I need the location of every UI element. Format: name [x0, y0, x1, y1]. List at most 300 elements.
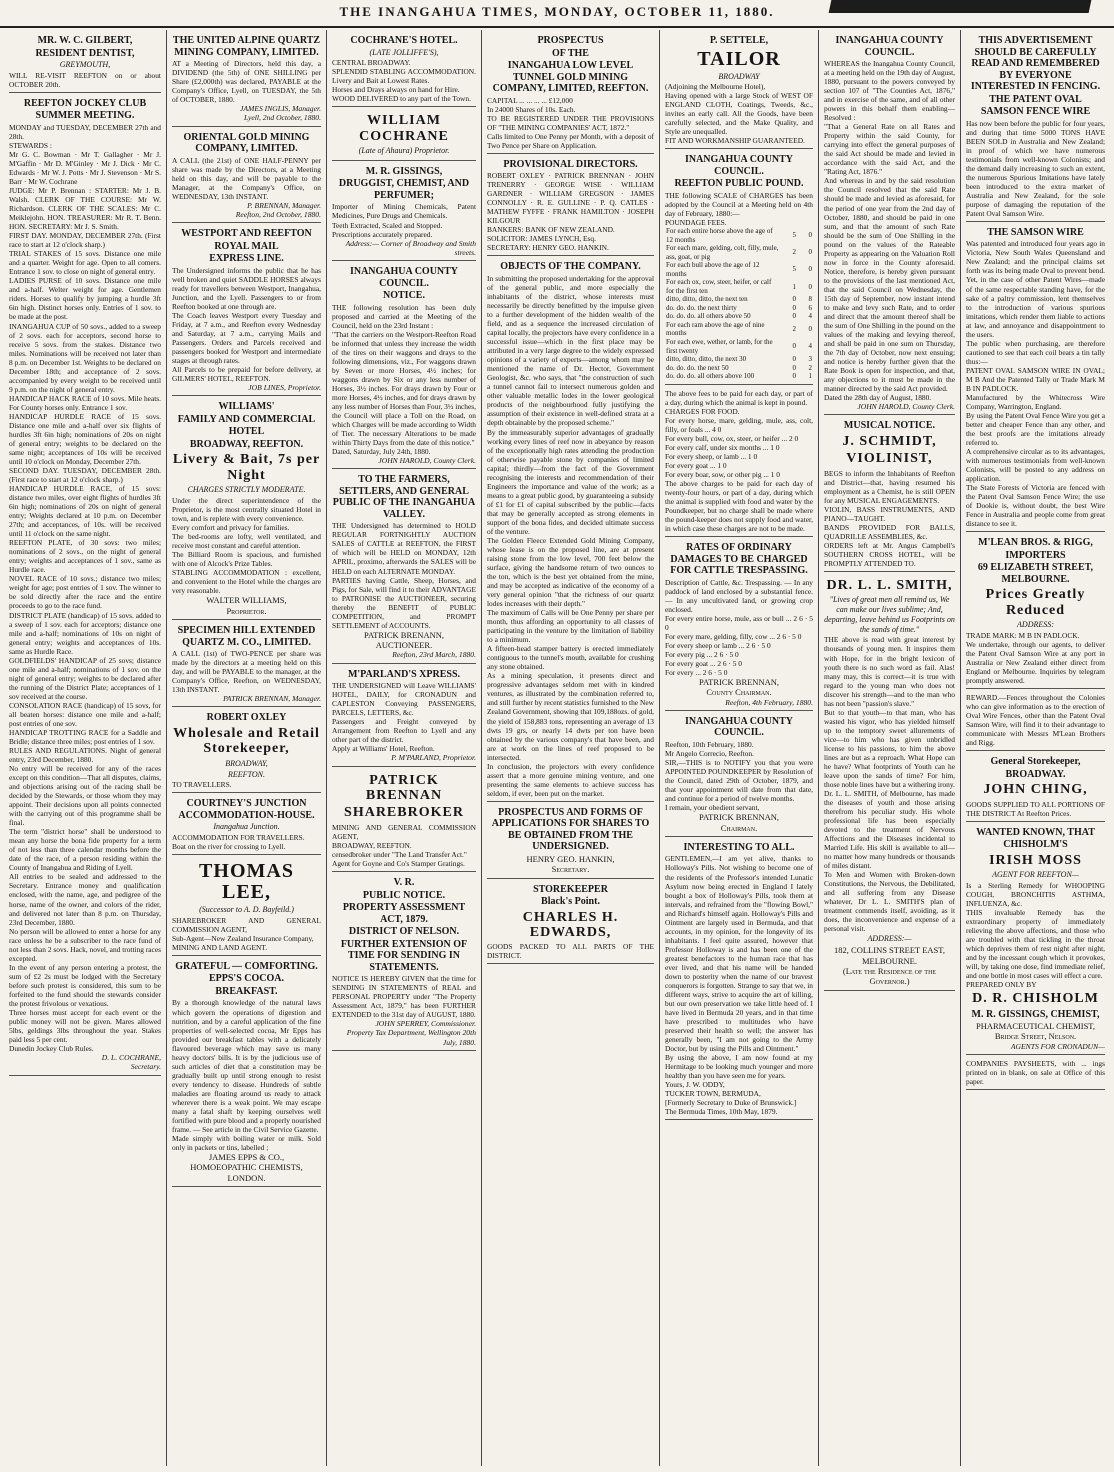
ad-paragraph: The term "district horse" shall be understood to mean any horse the bona fide property for a term of not less than three calendar months before the date of the race, of a person residing within the County of Inangahua and Riding of Lyell. [9, 827, 161, 873]
ad-paragraph: DISTRICT PLATE (handicap) of 15 sovs. added to a sweep of 1 sov. each for acceptors; distance one mile and a-half; nominations of 10s on night of general entry; weights and acceptances of 10s. same as Hurdle Race. [9, 610, 161, 656]
ad-paragraph: Has now been before the public for four years, and during that time 5000 TONS HAVE BEEN SOLD in Australia and New Zealand; in proof of which we have numerous testimonials from well-known Colonists; and the demand daily increasing to such an extent, the numerous Spurious Imitations have lately been introduced to the extra market of Australia and New Zealand, for the sole purpose of damaging the reputation of the Patent Oval Samson Wire. [966, 118, 1105, 218]
ad-heading: BREAKFAST. [215, 985, 278, 997]
table-cell: 4 [808, 312, 812, 321]
ad-heading: Wholesale and Retail Storekeeper, [173, 725, 320, 757]
ad-paragraph: The Undersigned informs the public that he has well broken and quiet SADDLE HORSES always ready for travellers between Westport, Inangahua, Junction, and the Lyell. Passengers to or from Reefton booked at one through are. [172, 265, 321, 311]
table-cell: 0 [792, 372, 796, 381]
ad-paragraph: BANDS PROVIDED FOR BALLS, QUADRILLE ASSEMBLIES, &c. [824, 522, 955, 541]
ad-paragraph: For every pig ... 2 6 · 5 0 [665, 649, 739, 659]
ad-heading: ORIENTAL GOLD MINING COMPANY, LIMITED. [183, 131, 310, 155]
ad-text: PATRICK BRENANN, [364, 629, 444, 640]
ad-paragraph: Description of Cattle, &c. Trespassing. — In any paddock of land enclosed by a substantial fence. — In any uncultivated land, or growing crop enclosed. [665, 577, 813, 614]
table-cell: 0 [792, 312, 796, 321]
ad-heading: General Storekeeper, [990, 756, 1081, 768]
ad-paragraph: BANKERS: BANK OF NEW ZEALAND. [487, 225, 615, 235]
ad-heading: THE UNITED ALPINE QUARTZ MINING COMPANY, LIMITED. [172, 35, 321, 58]
table-cell: 2 [808, 363, 812, 372]
ad-paragraph: STABLING ACCOMMODATION : excellent, and convenient to the Hotel while the charges are very reasonable. [172, 568, 321, 596]
ad-text: Lyell, 2nd October, 1880. [244, 113, 321, 123]
ad-paragraph: HANDICAP HACK RACE of 10 sovs. Mile heats. For County horses only. Entrance 1 sov. [9, 393, 161, 412]
ad-paragraph: TO BE REGISTERED UNDER THE PROVISIONS OF "THE MINING COMPANIES' ACT, 1872." [487, 113, 654, 132]
ad-heading: PUBLIC NOTICE. [362, 889, 446, 901]
ad-paragraph: No entry will be received for any of the races except on this condition—That all disputes, claims, and objections arising out of the racing shall be decided by the Stewards, or those whom they may appoint. Their decisions upon all points connected with the carrying out of this programme shall be final. [9, 764, 161, 828]
ad-paragraph: ACCOMMODATION FOR TRAVELLERS. [172, 833, 305, 843]
ad-heading: BROADWAY, REEFTON. [189, 438, 304, 450]
ad-heading: INANGAHUA COUNTY COUNCIL. [684, 715, 794, 739]
ad-text: (Successor to A. D. Bayfeild.) [199, 905, 294, 915]
ad-paragraph: FIT AND WORKMANSHIP GUARANTEED. [665, 136, 805, 146]
column-5 [660, 30, 819, 1466]
ad-paragraph: The public when purchasing, are therefore cautioned to see that each coil bears a tin tally thus:— [966, 338, 1105, 366]
ad-heading: COURTNEY'S JUNCTION ACCOMMODATION-HOUSE. [178, 798, 315, 821]
table-cell: 5 [792, 265, 796, 274]
ad-text: CHARGES STRICTLY MODERATE. [187, 485, 306, 495]
column-1 [4, 30, 167, 1466]
ad-paragraph: The State Forests of Victoria are fenced with the Patent Oval Samson Fence Wire; the use of Dookie is, without doubt, the best Wire Fence in Australia and people come from great distance to see it. [966, 483, 1105, 529]
column-7 [961, 30, 1110, 1466]
table-cell: 0 [792, 342, 796, 351]
ad-text: P. BRENNAN, Manager. [247, 200, 321, 210]
ad-heading: M'LEAN BROS. & RIGG, [978, 537, 1093, 549]
advertisement [172, 857, 321, 956]
ad-text: REEFTON. [228, 769, 265, 779]
ad-text: PATRICK BRENNAN, [699, 677, 779, 687]
column-3 [327, 30, 482, 1466]
ad-paragraph: SECOND DAY. TUESDAY, DECEMBER 28th. (First race to start at 12 o'clock sharp.) [9, 466, 161, 485]
ad-text: JOHN SPERREY, Commissioner. [375, 1019, 476, 1029]
ad-heading: IMPORTERS [1005, 549, 1066, 561]
ad-paragraph: WILL RE-VISIT REEFTON on or about OCTOBER 20th. [9, 70, 161, 89]
ad-paragraph: PARTIES having Cattle, Sheep, Horses, and Pigs, for Sale, will find it to their ADVANTAGE to PATRONISE the AUCTIONEER, securing thereby the BENEFIT of PUBLIC COMPETITION, and PROMPT SETTLEMENT of ACCOUNTS. [332, 575, 476, 630]
ad-paragraph: THE UNDERSIGNED will Leave WILLIAMS' HOTEL, DAILY, for CRONADUN and CAPLESTON Conveying PASSENGERS, PARCELS, LETTERS, &c. [332, 681, 476, 718]
advertisement [487, 881, 654, 965]
ad-paragraph: AT a Meeting of Directors, held this day, a DIVIDEND (the 5th) of ONE SHILLING per Share (£2,000th) was declared, PAYABLE at the Company's Office, Lyell, on TUESDAY, the 5th of OCTOBER, 1880. [172, 59, 321, 105]
ad-paragraph: Three horses must accept for each event or the public money will not be given. Mares allowed 5lbs, geldings 3lbs throughout the year. Stakes paid less 5 per cent. [9, 1007, 161, 1044]
ad-heading: RESIDENT DENTIST, [35, 47, 135, 59]
ad-paragraph: JUDGE: Mr P. Brennan : STARTER: Mr J. B. Walsh. CLERK OF THE COURSE: Mr W. Richardson. CLERK OF THE SCALES: Mr C. Meiklejohn. HON. TREASURER: Mr R. T. Benn. HON. SECRETARY: Mr J. S. Smith. [9, 186, 161, 232]
ad-paragraph: I remain, your obedient servant, [665, 803, 760, 813]
table-cell: 0 [792, 355, 796, 364]
ad-heading: STOREKEEPER [533, 883, 608, 895]
ad-text: Reefton, 4th February, 1880. [725, 697, 813, 707]
ad-paragraph: THE following SCALE of CHARGES has been adopted by the Council at a Meeting held on 4th day of February, 1880:— [665, 190, 813, 219]
advertisement [172, 709, 321, 793]
ad-text: 182, COLLINS STREET EAST, MELBOURNE. [834, 945, 945, 966]
ad-heading: ROYAL MAIL [214, 240, 279, 252]
ad-text: (Late of Ahaura) Proprietor. [358, 146, 450, 156]
ad-heading: M. R. GISSINGS, CHEMIST, [971, 1008, 1100, 1020]
ad-paragraph: Horses and Drays always on hand for Hire. [332, 85, 460, 95]
ad-paragraph: Boat on the river for crossing to Lyell. [172, 842, 286, 852]
ad-paragraph: GENTLEMEN,—I am yet alive, thanks to Holloway's Pills. Not wishing to become one of the residents of the Professor's intended Lunatic Asylum now being erected in England I lately bought a box of Holloway's Pills, took them at intervals, and refrained from the "flowing Bowl," and Richard's himself again. Holloway's Pills and Ointment are largely used in Bermuda, and that accounts, in my opinion, for the longevity of its inhabitants. I feel quite assured, however that Professor Holloway is and has been one of the greatest benefactors to the human race that has ever lived, and that his name will be handed down to posterity when the name of our bravest conquerors is forgotten. Strange to say that we, in different ways, strive to acquire the art of killing, but our own preservation we take little heed of. I have lived in Bermuda 20 years, and in that time have prescribed to multitudes who have preserved their health so well; the answer has generally been, "I am not going to the Army Doctor, but by using the Pills and Ointment." [665, 854, 813, 1054]
ad-heading: M. R. GISSINGS, [365, 165, 443, 177]
ad-paragraph: Sub-Agent—New Zealand Insurance Company, [172, 933, 314, 943]
ad-paragraph: A comprehensive circular as to its advantages, with numerous testimonials from well-known Colonists, will be posted to any address on application. [966, 447, 1105, 484]
ad-paragraph: GOLDFIELDS' HANDICAP of 25 sovs; distance one mile and a-half; nominations of 1 sov. on the night of general entry; weights to be declared after the running of the District Plate; acceptances of 1 sov received at the course. [9, 655, 161, 701]
ad-paragraph: Mr Angelo Correcio, Reefton. [665, 749, 754, 758]
ad-text: BROADWAY, [225, 758, 268, 768]
ad-paragraph: A CALL (the 21st) of ONE HALF-PENNY per share was made by the Directors, at a Meeting held on this day, and will be payable to the Manager, at the Company's Office, on WEDNESDAY, 13th INSTANT. [172, 155, 321, 201]
ad-text: BROADWAY [718, 71, 760, 81]
table-cell: 2 [792, 325, 796, 334]
ad-paragraph: HANDICAP HURDLE RACE of 15 sovs. Distance one mile and a-half over six flights of hurdles 3ft 6in high; nominations of 20s on night of general entry; weights to be declared on the same night; acceptances of 10s will be received until 10 o'clock on Monday, December 27th. [9, 411, 161, 466]
ad-text: (Late the Residence of the Governor.) [842, 965, 937, 987]
ad-paragraph: Was patented and introduced four years ago in Victoria, New South Wales Queensland and New Zealand; and the principal claims set forth was its being made Oval to prevent bend. Yet, in the case of other Patent Wires—made of the same respectable standing have, for the sake of a paltry commission, lent themselves to the introduction of various spurious imitations, which render them liable to actions at law, and annoyance and disappointment to the users. [966, 239, 1105, 339]
ad-paragraph: CONSOLATION RACE (handicap) of 15 sovs, for all beaten horses: distance one mile and a-half; post entries of one sov. [9, 700, 161, 728]
ad-paragraph: SOLICITOR: JAMES LYNCH, Esq. [487, 234, 596, 244]
ad-heading: MR. W. C. GILBERT, [37, 35, 133, 46]
advertisement [966, 534, 1105, 689]
ad-text: D. L. COCHRANE, [101, 1053, 161, 1063]
ad-heading: WILLIAMS' [218, 401, 275, 413]
ad-heading: DRUGGIST, CHEMIST, AND PERFUMER; [338, 178, 470, 201]
ad-paragraph: Apply at Williams' Hotel, Reefton. [332, 744, 435, 754]
ad-text: Address:— Corner of Broadway and Smith streets. [345, 238, 476, 257]
ad-paragraph: And whereas in and by the said resolution the Council resolved that the said Rate should be made and levied as aforesaid, for the period of one year from the 2nd day of October, 1880, and should be paid in one sum, and that the amount of such Rate should be the sum of One Shilling in the pound on the values of the Rateable Property as appearing on the Valuation Roll now in force in the County aforesaid. Notice, therefore, is hereby given pursuant to the provisions of the last mentioned Act, that the said Council on Wednesday, the 15th day of September, now instant intend to make and levy such Rate, and to order and direct that the amount thereof shall be the sum of One Shilling in the pound on the values of the making and levying thereof, and shall be paid in one sum on Thursday, the 7th day of October, now next ensuing; and notice is hereby further given that the Rate Book is open for inspection, and that, any objections to it must be made in the manner directed by the said Act provided. [824, 176, 955, 394]
ad-text: Secretary. [551, 864, 590, 875]
ad-paragraph: In conclusion, the projectors with every confidence assert that a more genuine mining venture, and one presenting the same elements to achieve success has seldom, if ever, been put on the market. [487, 761, 654, 798]
ad-paragraph: "That the carriers on the Westport-Reefton Road be informed that unless they increase the width of the tires on their waggons and drays to the following dimensions, viz., For waggons drawn by Seven or more Horses, 4½ inches; for waggons drawn by Six or any less number of Horses, 3½ inches. For drays drawn by Four or more Horses, 4½ inches, and for drays drawn by any less number of Horses than Four, 3½ inches, the Council will place a Toll on the Road, on which Charges will be made according to Width of Tier. The necessary Alterations to be made within Thirty Days from the date of this notice." [332, 329, 476, 448]
advertisement [172, 958, 321, 1187]
ad-heading: PROSPECTUS AND FORMS OF APPLICATIONS FOR SHARES TO BE OBTAINED FROM THE UNDERSIGNED. [491, 806, 650, 853]
ad-paragraph: All entries to be sealed and addressed to the Secretary. Entrance money and qualification enclosed, with the name, age, and pedigree of the horse, name of the owner, and colors of the rider, and delivered not later than 8 p.m. on Thursday, 23rd December, 1880. [9, 872, 161, 927]
ad-text: PATRICK BRENNAN, Manager. [223, 694, 321, 704]
ad-text: County Chairman. [706, 687, 772, 698]
table-cell: 4 [808, 342, 812, 351]
ad-paragraph: In the event of any person entering a protest, the sum of £2 2s must be lodged with the Secretary before such protest is considered, this sum to be forfeited to the fund should the stewards consider the protest frivolous or vexatious. [9, 962, 161, 1008]
table-cell: For each ewe, wether, or lamb, for the first twenty [666, 338, 773, 355]
ad-paragraph: To Men and Women with Broken-down Constitutions, the Nervous, the Debilitated, and all suffering from any Disease whatever, Dr L. L. SMITH'S plan of treatment commends itself, avoiding, as it does, the inconvenience and expense of a personal visit. [824, 870, 955, 934]
ad-heading: Prices Greatly Reduced [985, 587, 1086, 618]
ad-paragraph: Importer of Mining Chemicals, Patent Medicines, Pure Drugs and Chemicals. [332, 202, 476, 221]
ad-paragraph: SIR,—THIS is to NOTIFY you that you were APPOINTED POUNDKEEPER by Resolution of the Council, dated 29th of October, 1879, and that your appointment will date from that date, and continue for a period of twelve months. [665, 758, 813, 804]
table-row [665, 364, 813, 373]
ad-text: Bridge Street, Nelson. [994, 1031, 1077, 1042]
table-cell: For each ram above the age of nine months [666, 320, 765, 338]
advertisement [665, 151, 813, 384]
ad-heading: RATES OF ORDINARY DAMAGES TO BE CHARGED FOR CATTLE TRESPASSING. [670, 542, 808, 577]
ad-heading: IRISH MOSS [989, 852, 1082, 868]
ad-paragraph: For every sheep or lamb ... 2 6 · 5 0 [665, 640, 771, 650]
ad-paragraph: Prescriptions accurately prepared. [332, 229, 433, 239]
ad-heading: PROVISIONAL DIRECTORS. [503, 158, 638, 170]
ad-paragraph: TRADE MARK: M B IN PADLOCK. [966, 630, 1080, 640]
ad-heading: THE SAMSON WIRE [987, 226, 1084, 238]
ad-heading: OF THE [552, 47, 589, 59]
ad-paragraph: CAPITAL ... ... ... ... £12,000 [487, 95, 573, 105]
ad-paragraph: BROADWAY, REEFTON. [332, 840, 412, 850]
table-row [665, 278, 813, 295]
ad-text: ADDRESS:— [867, 934, 912, 944]
table-cell: 0 [808, 231, 812, 240]
ad-paragraph: For every entire horse, mule, ass or bull ... 2 6 · 5 0 [665, 613, 813, 632]
advertisement [966, 1057, 1105, 1090]
ad-paragraph: We undertake, through our agents, to deliver the Patent Oval Samson Wire at any port in Australia or New Zealand either direct from England or Melbourne. Inquiries by telegram promptly answered. [966, 639, 1105, 686]
ad-paragraph: COMPANIES PAYSHEETS, with ... ings printed on in blank, on sale at Office of this paper. [966, 1059, 1105, 1087]
ad-paragraph: Yours, J. W. ODDY, [665, 1080, 725, 1090]
ad-heading: PROPERTY ASSESSMENT ACT, 1879. [342, 902, 466, 925]
table-cell: ditto, ditto, ditto, the next ten [666, 295, 748, 304]
table-row [665, 321, 813, 338]
ad-paragraph: WHEREAS the Inangahua County Council, at a meeting held on the 19th day of August, 1880, pursuant to the powers conveyed by section 107 of "The Counties Act, 1876," and in exercise of the same, and of all other powers in this behalf them enabling—Resolved : [824, 59, 955, 123]
advertisement [966, 224, 1105, 533]
advertisement [332, 263, 476, 469]
ad-paragraph: MINING AND GENERAL COMMISSION AGENT, [332, 822, 476, 841]
table-cell: 0 [808, 325, 812, 334]
ad-heading: WILLIAM COCHRANE [359, 113, 449, 144]
ad-paragraph: A CALL (1st) of TWO-PENCE per share was made by the directors at a meeting held on this day, and will be PAYABLE to the manager, at the Company's Office, Reefton, on WEDNESDAY, 13th INSTANT. [172, 649, 321, 695]
ad-paragraph: Manufactured by the Whitecross Wire Company, Warrington, England. [966, 392, 1105, 411]
ad-text: Secretary. [130, 1062, 161, 1072]
ad-heading: FAMILY AND COMMERCIAL [177, 413, 316, 425]
table-cell: do. do. do. the next 50 [666, 363, 729, 372]
ad-text: PATRICK BRENNAN, [699, 812, 779, 823]
ad-heading: THIS ADVERTISEMENT SHOULD BE CAREFULLY READ AND REMEMBERED BY EVERYONE INTERESTED IN FENCING. [970, 35, 1101, 92]
advertisement [665, 32, 813, 149]
ad-paragraph: THE following resolution has been duly proposed and carried at the Meeting of the Council, held on the 23rd Instant : [332, 302, 476, 330]
ad-text: (LATE JOLLIFFE'S), [369, 47, 439, 57]
ad-paragraph: THIS invaluable Remedy has the extraordinary property of immediately relieving the above affections, and those who are troubled with that tickling in the throat which deprives them of rest night after night, and by the incessant cough which it provokes, will, by taking one dose, find immediate relief, and one bottle in most cases will effect a cure. [966, 907, 1105, 981]
ad-paragraph: HANDICAP HURDLE RACE, of 15 sovs: distance two miles, over eight flights of hurdles 3ft 6in high; nominations of 20s on night of general entry; Weights declared at 10 p.m. on December 27th; and acceptances, of 10s. will be received until 11 o'clock on the same night. [9, 484, 161, 539]
ink-blot [829, 0, 1092, 13]
ad-paragraph: NOVEL RACE of 10 sovs.; distance two miles; weight for age; post entries of 1 sov. The winner to be sold directly after the race and the entire proceeds to go to the race fund. [9, 574, 161, 611]
ad-paragraph: The Billiard Room is spacious, and furnished with one of Alcock's Prize Tables. [172, 550, 321, 569]
advertisement [487, 258, 654, 801]
ad-text: Property Tax Department, Wellington 20th July, 1880. [346, 1028, 476, 1047]
advertisement [824, 574, 955, 991]
advertisement [487, 156, 654, 257]
ad-paragraph: THE above is read with great interest by thousands of young men. It inspires them with Hope, for in the bright lexicon of youth there is no such word as fail. Alas! many may, this is correct—it is true with regard to the young man who does not discover his strength—and to the man who has not been "passion's slave." [824, 635, 955, 708]
advertisement [332, 109, 476, 161]
ad-paragraph: TRIAL STAKES of 15 sovs. Distance one mile and a quarter. Weight for age. Open to all comers. Entrance 1 sov. to close on night of general entry. [9, 249, 161, 277]
ad-paragraph: Dated the 28th day of August, 1880. [824, 393, 932, 403]
ad-paragraph: For every goat ... 1 0 [665, 460, 727, 470]
ad-paragraph: But to that youth—to that man, who has wasted his vigor, who has yielded himself up to the temptory sweet allurements of vice—to him who has given unbridled license to his passions, to him the above lines are but as a reproach. What Hope can he have? What footprints of Youth can he leave upon the sands of time? For him, those noble lines have but a withering irony. [824, 707, 955, 789]
ad-paragraph: The maximum of Calls will be One Penny per share per month, thus affording an opportunity to all classes of participating in the venture by the limitation of liability to a minimum. [487, 608, 654, 645]
ad-heading: ROBERT OXLEY [206, 712, 287, 724]
ad-text: JOB LINES, Proprietor. [248, 383, 321, 393]
ad-heading: PATRICK BRENNAN [365, 772, 443, 804]
ad-paragraph: INANGAHUA CUP of 50 sovs., added to a sweep of 2 sovs. each for acceptors, second horse to receive 5 sovs. from the stakes. Distance two miles. Nominations will be received not later than 8 p.m. on December 1st. Weights to be declared on December 18th; and acceptance of 2 sovs. accompanied by every weight to be received until 9 p.m. on the night of general entry. [9, 321, 161, 394]
ad-paragraph: SECRETARY: HENRY GEO. HANKIN. [487, 243, 609, 253]
advertisement [172, 32, 321, 127]
ad-paragraph: SPLENDID STABLING ACCOMMODATION. Livery and Bait at Lowest Rates. [332, 67, 476, 86]
table-cell: 0 [808, 248, 812, 257]
ad-paragraph: ORDERS left at Mr. Angus Campbell's SOUTHERN CROSS HOTEL, will be PROMPTLY ATTENDED TO. [824, 540, 955, 569]
ad-text: AUCTIONEER. [375, 640, 433, 651]
ad-paragraph: FIRST DAY. MONDAY, DECEMBER 27th. (First race to start at 12 o'clock sharp.) [9, 231, 161, 250]
ad-paragraph: By using the above, I am now found at my Hermitage to be looking much younger and more healthy than you have seen me for years. [665, 1053, 813, 1081]
ad-heading: J. SCHMIDT, [842, 433, 937, 449]
advertisement [487, 32, 654, 154]
advertisement [172, 795, 321, 855]
ad-heading: INANGAHUA COUNTY COUNCIL. [835, 35, 944, 58]
ad-heading: TAILOR [697, 47, 781, 70]
advertisement [172, 225, 321, 396]
advertisement [9, 32, 161, 93]
ad-heading: MUSICAL NOTICE. [843, 420, 936, 432]
ad-heading: THOMAS LEE, [199, 860, 294, 904]
table-row [665, 244, 813, 261]
advertisement [332, 769, 476, 872]
ad-paragraph: STEWARDS : [9, 140, 52, 150]
ad-paragraph: TUCKER TOWN, BERMUDA, [665, 1089, 761, 1099]
ad-heading: HOTEL [228, 426, 265, 438]
ad-heading: COCHRANE'S HOTEL. [350, 35, 458, 46]
table-cell: 2 [792, 248, 796, 257]
advertisement [966, 824, 1105, 1055]
ad-paragraph: RULES AND REGULATIONS. Night of general entry, 23rd December, 1880. [9, 745, 161, 764]
ad-text: Reefton, 2nd October, 1880. [235, 210, 321, 220]
ad-heading: CHARLES H. EDWARDS, [522, 909, 619, 940]
ad-paragraph: REEFTON PLATE, of 30 sovs: two miles; nominations of 2 sovs., on the night of general entry; weights and acceptances of 1 sov., same as Hurdle race. [9, 538, 161, 575]
table-cell: 0 [792, 363, 796, 372]
ad-paragraph: No person will be allowed to enter a horse for any race unless he be a subscriber to the race fund of not less than 2 sovs. Hack, novel, and trotting races excepted. [9, 926, 161, 963]
column-4 [482, 30, 660, 1466]
table-row [665, 312, 813, 321]
ad-text: HOMOEOPATHIC CHEMISTS, [190, 1162, 303, 1173]
ad-paragraph: Having opened with a large Stock of WEST OF ENGLAND CLOTH, Coatings, Tweeds, &c., invites an early call. All the Goods, have been carefully selected, and the Make Quality, and Style are unequalled. [665, 91, 813, 137]
ad-paragraph: SHAREBROKER AND GENERAL COMMISSION AGENT, [172, 915, 321, 934]
advertisement [172, 129, 321, 224]
ad-paragraph: TO TRAVELLERS. [172, 780, 232, 790]
ad-paragraph: HANDICAP TROTTING RACE for a Saddle and Bridle; distance three miles; post entries of 1 sov. [9, 727, 161, 746]
ad-text: "Lives of great men all remind us, We can make our lives sublime; And, departing, leave behind us Footprints on the sands of time." [824, 595, 955, 634]
ad-heading: DR. L. L. SMITH, [826, 578, 953, 594]
ad-paragraph: For every ... 2 6 · 5 0 [665, 667, 728, 677]
ad-heading: THE PATENT OVAL [989, 93, 1082, 105]
ad-paragraph: "That a General Rate on all Rates and Property within the said County, for carrying into effect the general purposes of the said Act should be made and levied in accordance with the said Act, and the "Rating Act, 1876." [824, 122, 955, 177]
column-2 [167, 30, 327, 1466]
ad-paragraph: PATENT OVAL SAMSON WIRE IN OVAL; M B And the Patented Tally or Trade Mark M B IN PADLOCK. [966, 365, 1105, 393]
ad-paragraph: THE Undersigned has determined to HOLD REGULAR FORTNIGHTLY AUCTION SALES of CATTLE at REEFTON, the FIRST of which will be HELD on MONDAY, 12th APRIL, proximo, afterwards the SALES will be HELD on each ALTERNATE MONDAY. [332, 521, 476, 576]
table-cell: For each mare, gelding, colt, filly, mule, ass, goat, or pig [666, 244, 779, 261]
ad-heading: FURTHER EXTENSION OF TIME FOR SENDING IN STATEMENTS. [340, 938, 468, 973]
ad-heading: INTERESTING TO ALL. [683, 841, 795, 853]
ad-paragraph: MONDAY and TUESDAY, DECEMBER 27th and 28th. [9, 122, 161, 141]
advertisement [665, 387, 813, 538]
ad-paragraph: Made simply with boiling water or milk. Sold only in packets or tins, labelled ; [172, 1133, 321, 1152]
ad-text: Chairman. [720, 822, 758, 833]
ad-paragraph: WOOD DELIVERED to any part of the Town. [332, 94, 471, 104]
advertisement [332, 666, 476, 767]
advertisement [332, 471, 476, 663]
advertisement [487, 804, 654, 879]
ad-paragraph: The above fees to be paid for each day, or part of a day, during which the animal is kept in pound. [665, 388, 813, 407]
ad-heading: 69 ELIZABETH STREET, MELBOURNE. [977, 562, 1094, 585]
ad-heading: TO THE FARMERS, SETTLERS, AND GENERAL PUBLIC OF THE INANGAHUA VALLEY. [332, 474, 476, 520]
advertisement [665, 839, 813, 1120]
ad-paragraph: In 24000 Shares of 10s. Each. [487, 104, 576, 114]
poundage-fees-table [665, 227, 813, 381]
advertisement [966, 753, 1105, 821]
ad-paragraph: GOODS PACKED TO ALL PARTS OF THE DISTRICT. [487, 942, 654, 961]
ad-text: AGENTS FOR CRONADUN— [1010, 1041, 1105, 1051]
ad-paragraph: Passengers and Freight conveyed by Arrangement from Reefton to Lyell and any other part of the district. [332, 717, 476, 745]
ad-text: Proprietor. [226, 605, 267, 616]
ad-paragraph: CENTRAL BROADWAY. [332, 58, 411, 68]
ad-heading: Black's Point. [541, 896, 600, 907]
ad-paragraph: Is a Sterling Remedy for WHOOPING COUGH, BRONCHITIS ASTHMA, INFLUENZA, &c. [966, 880, 1105, 908]
ad-text: HENRY GEO. HANKIN, [526, 853, 615, 864]
ad-paragraph: ROBERT OXLEY · PATRICK BRENNAN · JOHN TRENERRY · GEORGE WISE · WILLIAM GARDNER · WILLIAM GREGSON · JAMES CONNOLLY · R. E. GULLINE · P. Q. CATLES · MATHEW FYFFE · FRANK HAMILTON · JOSEPH KILGOUR [487, 171, 654, 226]
ad-paragraph: VIOLIN, BASS INSTRUMENTS, AND PIANO—TAUGHT. [824, 504, 955, 523]
table-cell: For each bull above the age of 12 months [666, 261, 760, 278]
ad-paragraph: For every goat ... 2 6 · 5 0 [665, 658, 742, 668]
ad-heading: NOTICE. [383, 290, 425, 302]
ad-heading: INANGAHUA COUNTY COUNCIL. [684, 154, 794, 177]
ad-paragraph: By a thorough knowledge of the natural laws which govern the operations of digestion and nutrition, and by a careful application of the fine properties of well-selected cocoa, Mr Epps has provided our breakfast tables with a delicately flavoured beverage which may save us many heavy doctors' bills. It is by the judicious use of such articles of diet that a constitution may be gradually built up until strong enough to resist every tendency to disease. Hundreds of subtle maladies are floating around us ready to attack wherever there is a weak point. We may escape many a fatal shaft by keeping ourselves well fortified with pure blood and a properly nourished frame. — See article in the Civil Service Gazette. [172, 998, 321, 1134]
ad-paragraph: The Golden Fleece Extended Gold Mining Company, whose lease is on the proposed line, are at present raising stone from the low level, 700 feet below the surface, giving the handsome return of two ounces to the ton, which is the best yet obtained from the mine, and may be accepted as indicative of the economy of a very general opinion "that the richness of our quartz lodes increases with their depth." [487, 535, 654, 609]
ad-text: JOHN HAROLD, County Clerk. [857, 402, 955, 412]
table-cell: For each ox, cow, steer, heifer, or calf for the first ten [666, 278, 772, 295]
advertisement [824, 417, 955, 572]
table-cell: 6 [808, 303, 812, 312]
ad-heading: WANTED KNOWN, THAT [976, 826, 1095, 838]
ad-heading: BROADWAY. [1005, 768, 1066, 780]
table-row [665, 227, 813, 244]
ad-text: PHARMACEUTICAL CHEMIST, [975, 1021, 1095, 1032]
ad-heading: OBJECTS OF THE COMPANY. [500, 261, 641, 273]
ad-paragraph: Teeth Extracted, Scaled and Stopped. [332, 220, 443, 230]
ad-text: Reefton, 23rd March, 1880. [392, 650, 476, 660]
table-cell: 0 [792, 295, 796, 304]
ad-paragraph: REWARD.—Fences throughout the Colonies who can give information as to the erection of Oval Wire Fences, other than the Patent Oval Samson Wire, will find it to their advantage to communicate with Messrs M'Lean Brothers and Rigg. [966, 693, 1105, 748]
ad-paragraph: As a mining speculation, it presents direct and progressive advantages seldom met with in kindred ventures, as illustrated by the combination referred to, and still further by recent statistics furnished to the New Zealand Government, showing that 109,188ozs. of gold, the yield of 158,883 tons, representing an average of 13 dwts 19 grs, or nearly 14 dwts per ton have been obtained by the various company's that have been, and are at work on the lines of reef proposed to be intersected. [487, 671, 654, 762]
ad-paragraph: LADIES PURSE of 10 sovs. Distance one mile and a-half. Welter weight for age. Gentlemen riders. Horses to qualify by jumping a hurdle 3ft 6in high. Distinct horses only. Entries of 1 sov. to be made at the post. [9, 276, 161, 322]
ad-paragraph: Every comfort and privacy for families. [172, 523, 290, 533]
table-row [665, 355, 813, 364]
ad-paragraph: CHARGES FOR FOOD. [665, 406, 740, 416]
ad-text: GREYMOUTH, [59, 60, 111, 69]
table-cell: 0 [808, 282, 812, 291]
ad-paragraph: Mr G. C. Bowman · Mr T. Gallagher · Mr J. M'Gaffin · Mr D. M'Ginley · Mr J. Dick · Mr C. Edwards · Mr W. J. Potts · Mr J. Stevenson · Mr S. Barr · Mr W. Cochrane [9, 149, 161, 186]
table-cell: do. do. do. the next thirty [666, 303, 737, 312]
ad-heading: REEFTON JOCKEY CLUB [23, 97, 147, 109]
ad-heading: REEFTON PUBLIC POUND. [674, 178, 804, 190]
table-cell: For each entire horse above the age of 12 months [666, 227, 773, 244]
ad-paragraph: MINING AND LAND AGENT. [172, 942, 268, 952]
column-6 [819, 30, 961, 1466]
table-row [665, 295, 813, 304]
ad-heading: SHAREBROKER [344, 805, 464, 821]
ad-text: JAMES EPPS & CO., [208, 1152, 285, 1162]
ad-text: AGENT FOR REEFTON— [992, 870, 1079, 880]
ad-paragraph: For every sheep, or lamb ... 1 0 [665, 451, 758, 461]
table-cell: 0 [792, 303, 796, 312]
ad-paragraph: Dr. L. L. SMITH, of Melbourne, has made the diseases of youth and those arising therefrom his peculiar study. His whole professional life has been especially devoted to the treatment of Nervous Affections and the Diseases incidental to Married Life. His skill is available to all—no matter how many hundreds or thousands of miles distant. [824, 788, 955, 871]
ad-paragraph: censedbroker under "The Land Transfer Act." [332, 849, 467, 859]
ad-heading: WESTPORT AND REEFTON [181, 228, 312, 240]
table-cell: ditto, ditto, ditto, the next 30 [666, 355, 747, 364]
table-row [665, 372, 813, 381]
ad-paragraph: (Adjoining the Melbourne Hotel), [665, 82, 766, 92]
ad-paragraph: GOODS SUPPLIED TO ALL PORTIONS OF THE DISTRICT At Reefton Prices. [966, 799, 1105, 818]
ad-paragraph: POUNDAGE FEES. [665, 218, 727, 228]
advertisement [665, 713, 813, 837]
ad-paragraph: Dated, Saturday, July 24th, 1880. [332, 447, 431, 457]
ad-heading: D. R. CHISHOLM [972, 991, 1099, 1007]
ad-heading: VIOLINIST, [846, 451, 933, 467]
ad-paragraph: NOTICE IS HEREBY GIVEN that the time for SENDING IN STATEMENTS of REAL and PERSONAL PROPERTY under "The Property Assessment Act, 1879," has been FURTHER EXTENDED to the 31st day of AUGUST, 1880. [332, 974, 476, 1020]
advertisement [824, 32, 955, 415]
ad-paragraph: The Bermuda Times, 10th May, 1879. [665, 1107, 778, 1117]
ad-paragraph: For every bull, cow, ox, steer, or heifer ... 2 0 [665, 433, 799, 443]
ad-paragraph: Calls limited to One Penny per Month, with a deposit of Two Pence per Share on Application. [487, 131, 654, 150]
advertisement [172, 398, 321, 620]
ad-heading: INANGAHUA LOW LEVEL TUNNEL GOLD MINING COMPANY, LIMITED, REEFTON. [492, 60, 649, 94]
ad-heading: INANGAHUA COUNTY COUNCIL. [349, 266, 459, 289]
